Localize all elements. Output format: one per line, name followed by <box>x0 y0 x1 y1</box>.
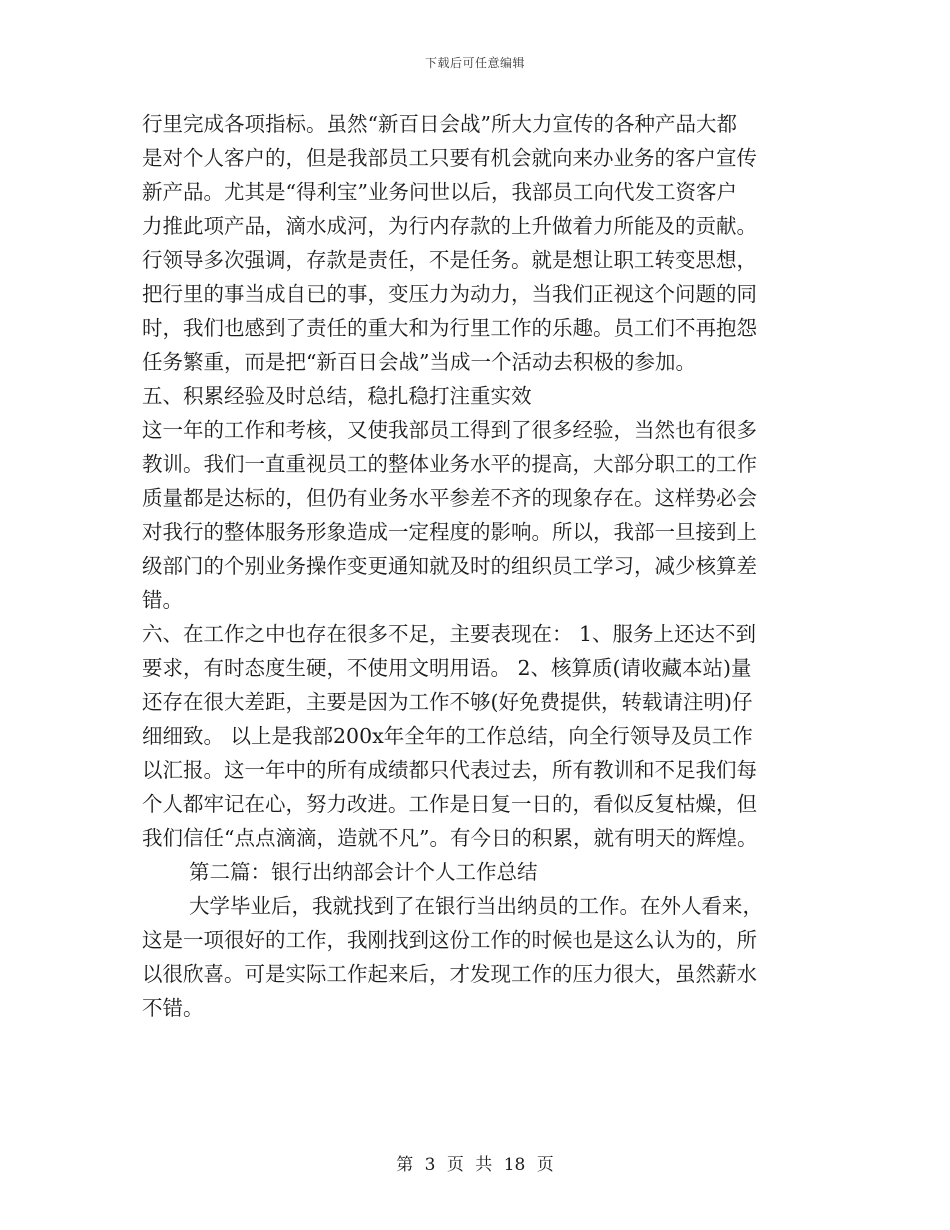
text-line: 不错。 <box>142 996 204 1020</box>
text-line: 力推此项产品，滴水成河，为行内存款的上升做着力所能及的贡献。 <box>142 214 757 238</box>
text-line: 大学毕业后，我就找到了在银行当出纳员的工作。在外人看来， <box>189 894 763 918</box>
text-line: 是对个人客户的，但是我部员工只要有机会就向来办业务的客户宣传 <box>142 146 757 170</box>
page-header: 下载后可任意编辑 <box>424 56 525 70</box>
text-line: 行里完成各项指标。虽然“新百日会战”所大力宣传的各种产品大都 <box>142 112 737 136</box>
text-line: 还存在很大差距，主要是因为工作不够(好免费提供，转载请注明)仔 <box>142 690 753 714</box>
text-line: 以汇报。这一年中的所有成绩都只代表过去，所有教训和不足我们每 <box>142 758 757 782</box>
text-line: 错。 <box>142 588 183 612</box>
text-line: 这一年的工作和考核，又使我部员工得到了很多经验，当然也有很多 <box>142 418 757 442</box>
text-line: 以很欣喜。可是实际工作起来后，才发现工作的压力很大，虽然薪水 <box>142 962 757 986</box>
text-line: 个人都牢记在心，努力改进。工作是日复一日的，看似反复枯燥，但 <box>142 792 757 816</box>
text-line: 细细致。 以上是我部200x年全年的工作总结，向全行领导及员工作 <box>142 724 753 748</box>
document-body <box>142 107 802 1025</box>
text-line: 对我行的整体服务形象造成一定程度的影响。所以，我部一旦接到上 <box>142 520 757 544</box>
text-line: 把行里的事当成自已的事，变压力为动力，当我们正视这个问题的同 <box>142 282 757 306</box>
text-line: 时，我们也感到了责任的重大和为行里工作的乐趣。员工们不再抱怨 <box>142 316 757 340</box>
text-line: 教训。我们一直重视员工的整体业务水平的提高，大部分职工的工作 <box>142 452 757 476</box>
text-line: 新产品。尤其是“得利宝”业务问世以后，我部员工向代发工资客户 <box>142 180 737 204</box>
text-line: 五、积累经验及时总结，稳扎稳打注重实效 <box>142 384 532 408</box>
text-line: 行领导多次强调，存款是责任，不是任务。就是想让职工转变思想， <box>142 248 757 272</box>
text-line: 质量都是达标的，但仍有业务水平参差不齐的现象存在。这样势必会 <box>142 486 757 510</box>
text-line: 级部门的个别业务操作变更通知就及时的组织员工学习，减少核算差 <box>142 554 757 578</box>
text-line: 任务繁重，而是把“新百日会战”当成一个活动去积极的参加。 <box>142 350 696 374</box>
text-line: 要求，有时态度生硬，不使用文明用语。 2、核算质(请收藏本站)量 <box>142 656 752 680</box>
page-number-footer: 第 3 页 共 18 页 <box>396 1155 554 1175</box>
text-line: 我们信任“点点滴滴，造就不凡”。有今日的积累，就有明天的辉煌。 <box>142 826 758 850</box>
text-line: 六、在工作之中也存在很多不足，主要表现在： 1、服务上还达不到 <box>142 622 757 646</box>
text-line: 这是一项很好的工作，我刚找到这份工作的时候也是这么认为的，所 <box>142 928 757 952</box>
text-line: 第二篇：银行出纳部会计个人工作总结 <box>189 860 538 884</box>
